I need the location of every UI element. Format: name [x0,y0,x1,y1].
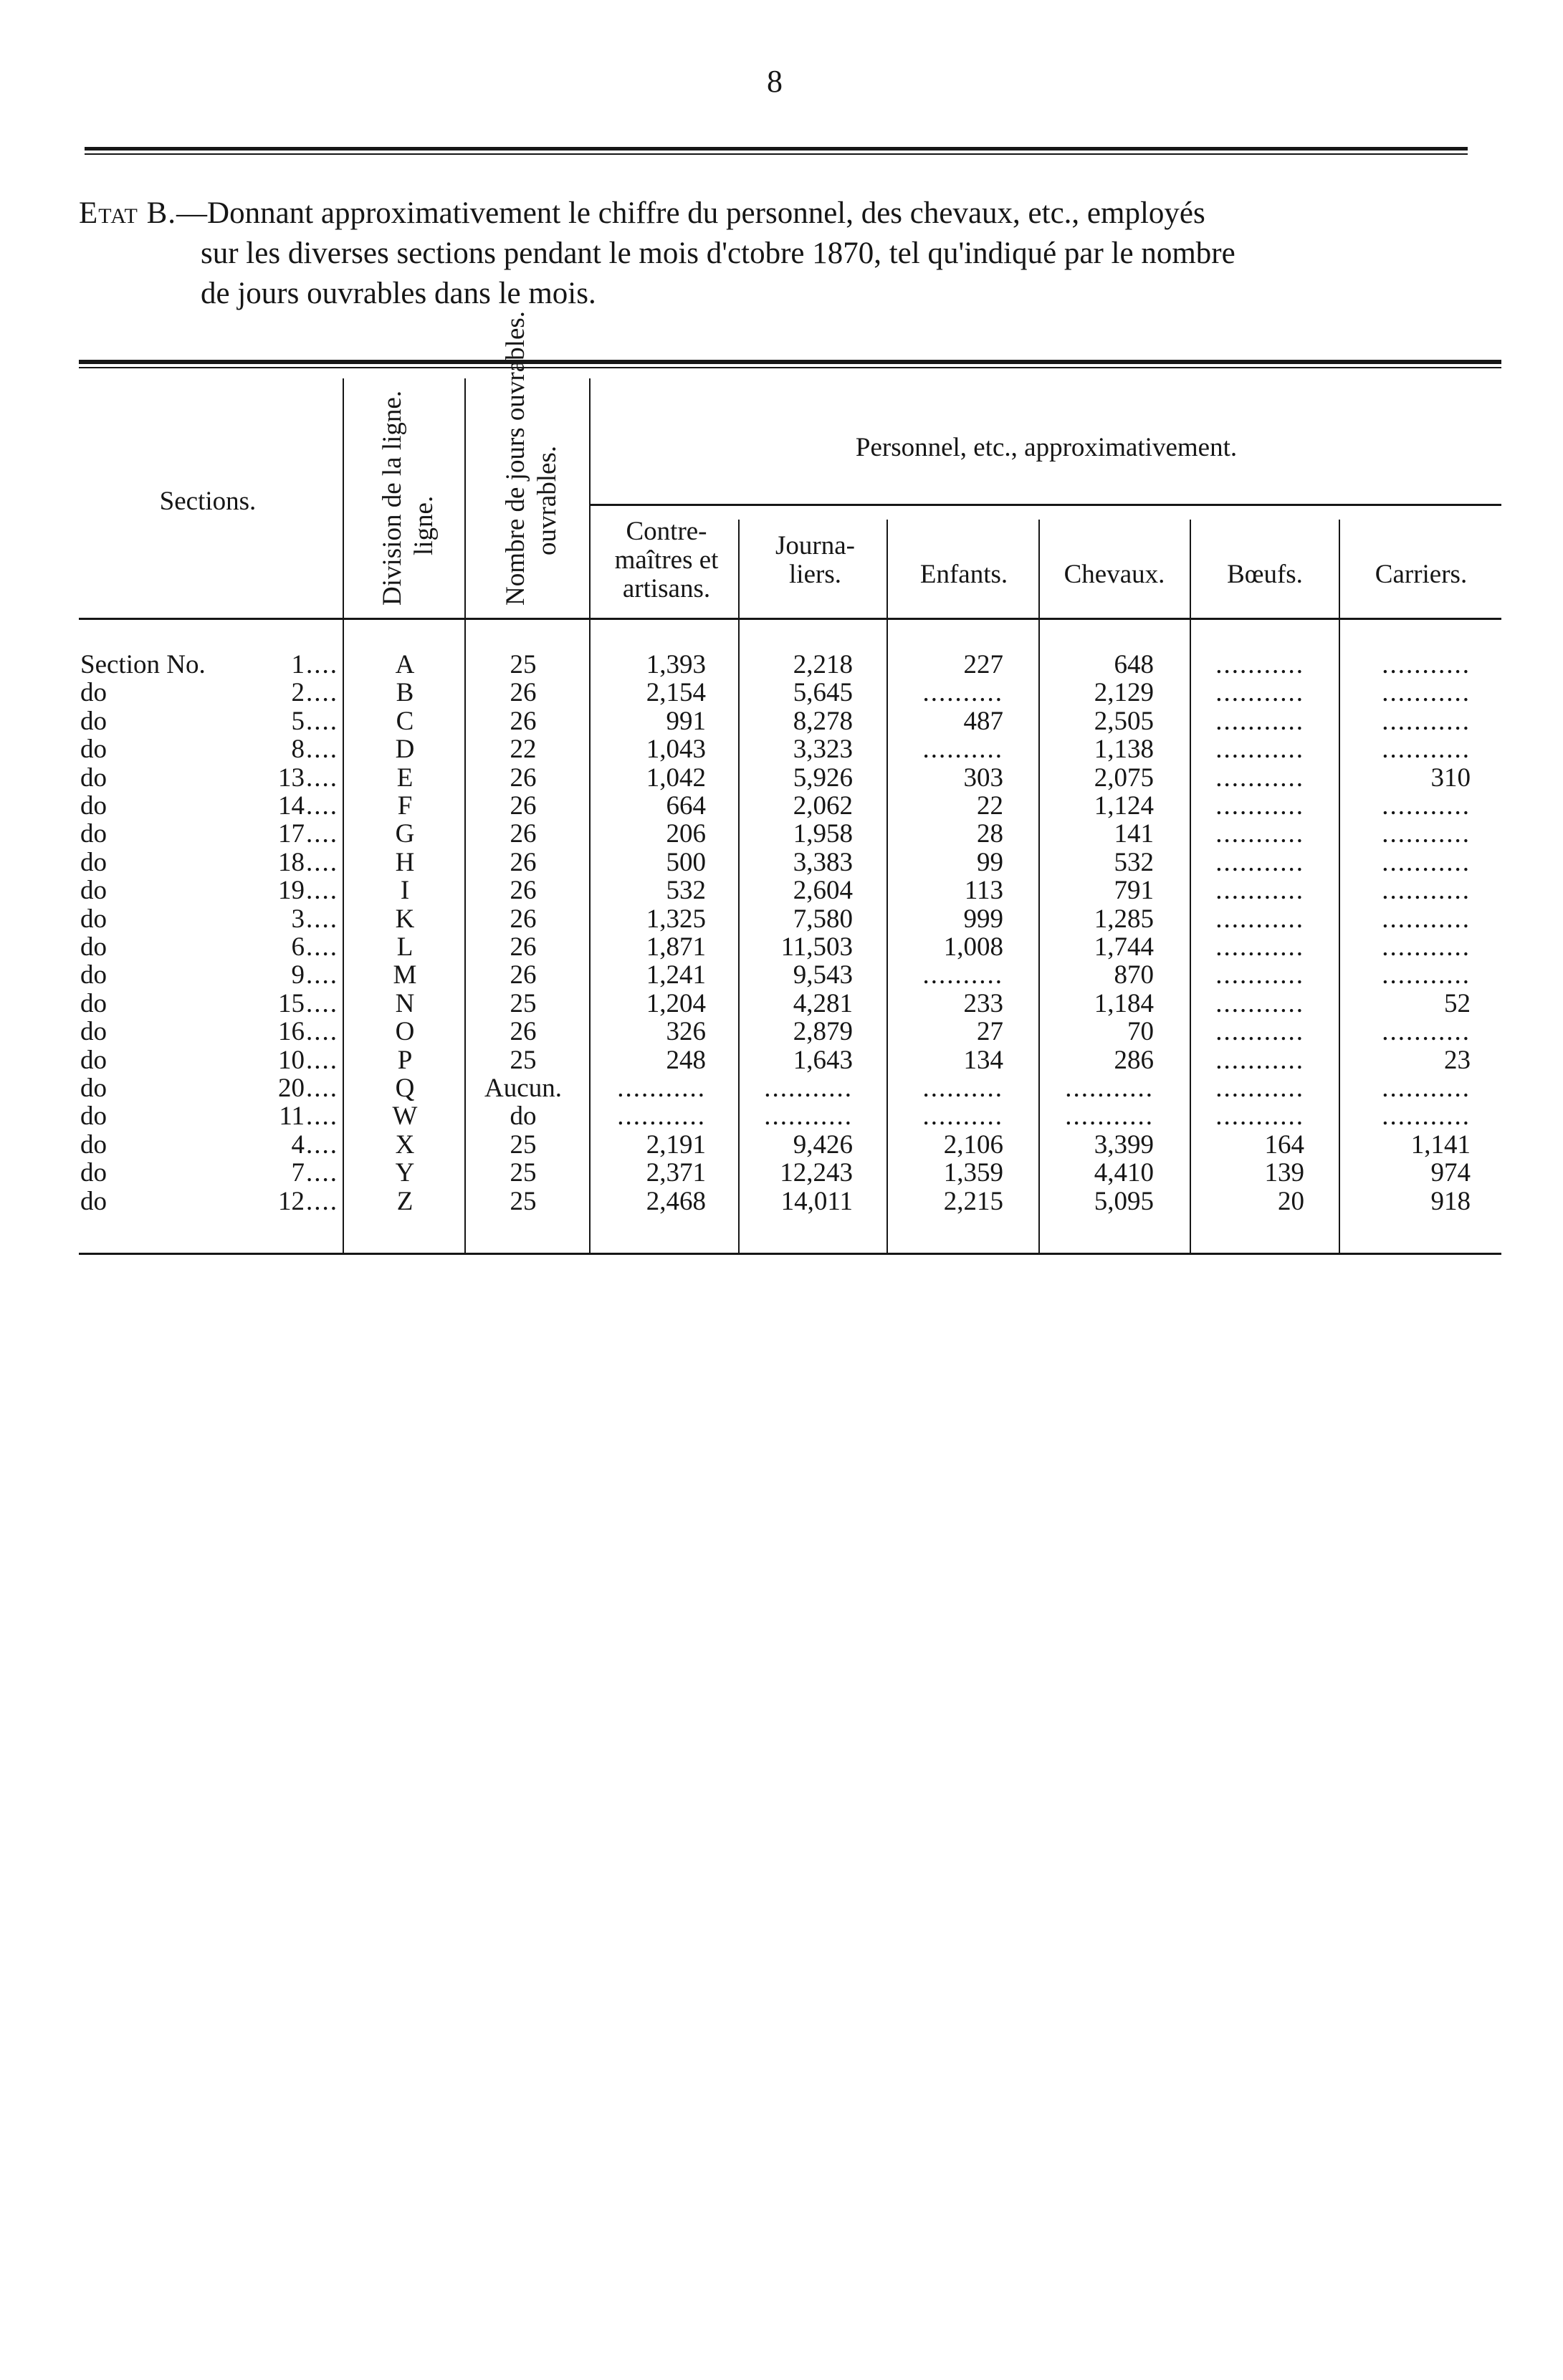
cell-enfants: 227 [963,650,1003,679]
cell-chevaux: 3,399 [1094,1129,1154,1160]
cell-carriers: 1,141 [1410,1129,1471,1160]
cell-jours: 26 [510,1017,537,1047]
table-row [0,1187,1563,1215]
cell-num: 5 [291,706,305,736]
cell-dots: .... [306,904,338,934]
cell-contre: 1,241 [646,960,706,990]
cell-label: do [80,904,107,934]
top-rule [85,147,1468,150]
cell-label: do [80,1129,107,1160]
cell-enfants: 134 [963,1045,1003,1075]
cell-journaliers: 5,926 [793,763,853,793]
cell-boeufs: ........... [1215,1074,1304,1103]
cell-chevaux: 5,095 [1094,1186,1154,1216]
cell-label: do [80,1074,107,1103]
table-row [0,735,1563,763]
cell-jours: 26 [510,932,537,962]
cell-division: X [395,1129,415,1160]
cell-dots: .... [306,1017,338,1047]
cell-journaliers: ........... [764,1074,853,1103]
cell-journaliers: 7,580 [793,904,853,934]
cell-chevaux: 4,410 [1094,1158,1154,1188]
cell-boeufs: ........... [1215,791,1304,821]
cell-journaliers: 2,218 [793,650,853,679]
cell-label: do [80,735,107,765]
cell-label: do [80,1101,107,1132]
header-personnel: Personnel, etc., approximativement. [855,433,1238,462]
cell-label: do [80,988,107,1018]
table-row [0,1159,1563,1187]
cell-num: 12 [278,1186,305,1216]
cell-journaliers: 9,426 [793,1129,853,1160]
cell-num: 9 [291,960,305,990]
cell-division: N [395,988,415,1018]
cell-num: 3 [291,904,305,934]
cell-carriers: ........... [1382,1074,1471,1103]
cell-carriers: ........... [1382,876,1471,906]
cell-dots: .... [306,819,338,849]
header-journaliers [745,532,885,589]
cell-enfants: 99 [977,847,1003,877]
table-caption [79,193,1505,314]
cell-division: L [396,932,414,962]
header-boeufs: Bœufs. [1227,560,1303,589]
cell-dots: .... [306,988,338,1018]
cell-division: H [395,847,415,877]
table-row [0,707,1563,735]
cell-enfants: 233 [963,988,1003,1018]
cell-jours: 25 [510,1186,537,1216]
cell-jours: 22 [510,735,537,765]
cell-journaliers: 9,543 [793,960,853,990]
cell-boeufs: ........... [1215,678,1304,708]
cell-label: do [80,1017,107,1047]
cell-contre: 1,043 [646,735,706,765]
cell-chevaux: 532 [1114,847,1154,877]
table-row [0,990,1563,1018]
cell-contre: 1,871 [646,932,706,962]
cell-jours: 26 [510,706,537,736]
cell-jours: 26 [510,678,537,708]
cell-carriers: 310 [1430,763,1471,793]
caption-line-2: sur les diverses sections pendant le mois d'ctobre 1870, tel qu'indiqué par le nombre [201,236,1235,270]
cell-dots: .... [306,735,338,765]
cell-journaliers: 1,958 [793,819,853,849]
cell-enfants: .......... [922,735,1003,765]
cell-chevaux: 286 [1114,1045,1154,1075]
caption-prefix: Etat B. [79,196,177,230]
cell-journaliers: 8,278 [793,706,853,736]
cell-enfants: 1,008 [943,932,1003,962]
cell-label: do [80,847,107,877]
cell-chevaux: ........... [1065,1074,1154,1103]
cell-enfants: .......... [922,960,1003,990]
table-row [0,905,1563,933]
cell-num: 6 [291,932,305,962]
table-row [0,876,1563,904]
cell-contre: 500 [666,847,706,877]
cell-dots: .... [306,1158,338,1188]
table-row [0,961,1563,989]
cell-jours: 26 [510,791,537,821]
cell-contre: 2,371 [646,1158,706,1188]
cell-boeufs: ........... [1215,847,1304,877]
cell-label: do [80,876,107,906]
cell-num: 18 [278,847,305,877]
cell-carriers: ........... [1382,1017,1471,1047]
cell-carriers: ........... [1382,847,1471,877]
cell-carriers: 23 [1444,1045,1471,1075]
cell-enfants: .......... [922,678,1003,708]
cell-contre: 532 [666,876,706,906]
cell-contre: 2,154 [646,678,706,708]
table-row [0,1018,1563,1046]
cell-boeufs: 164 [1264,1129,1304,1160]
cell-contre: 2,468 [646,1186,706,1216]
table-bottom-rule [79,1253,1501,1255]
cell-jours: 25 [510,1045,537,1075]
cell-jours: 26 [510,847,537,877]
cell-label: do [80,791,107,821]
cell-enfants: 22 [977,791,1003,821]
cell-dots: .... [306,876,338,906]
cell-boeufs: ........... [1215,904,1304,934]
cell-label: do [80,1186,107,1216]
cell-jours: 26 [510,876,537,906]
header-bottom-rule [79,618,1501,620]
cell-journaliers: 5,645 [793,678,853,708]
cell-contre: 991 [666,706,706,736]
cell-carriers: ........... [1382,960,1471,990]
cell-division: C [396,706,414,736]
cell-jours: 25 [510,650,537,679]
cell-jours: 25 [510,1158,537,1188]
cell-enfants: 28 [977,819,1003,849]
cell-division: I [400,876,410,906]
cell-journaliers: 11,503 [780,932,853,962]
cell-contre: 1,325 [646,904,706,934]
cell-contre: 326 [666,1017,706,1047]
cell-chevaux: 2,075 [1094,763,1154,793]
cell-dots: .... [306,1045,338,1075]
cell-label: Section No. [80,650,206,679]
cell-jours: 26 [510,763,537,793]
cell-dots: .... [306,1101,338,1132]
cell-chevaux: 2,129 [1094,678,1154,708]
caption-line-3: de jours ouvrables dans le mois. [201,277,596,310]
cell-contre: 248 [666,1045,706,1075]
cell-boeufs: ........... [1215,960,1304,990]
cell-division: A [395,650,415,679]
cell-boeufs: 139 [1264,1158,1304,1188]
cell-division: Z [396,1186,414,1216]
cell-label: do [80,1158,107,1188]
header-contre-line: maîtres et [614,545,719,575]
cell-jours: Aucun. [484,1074,562,1103]
cell-division: M [393,960,417,990]
cell-dots: .... [306,1186,338,1216]
cell-division: K [395,904,415,934]
cell-enfants: 2,215 [943,1186,1003,1216]
cell-carriers: ........... [1382,932,1471,962]
header-journa-line: Journa- [775,531,855,560]
cell-num: 19 [278,876,305,906]
cell-chevaux: 1,124 [1094,791,1154,821]
page-number: 8 [767,64,783,99]
cell-dots: .... [306,847,338,877]
cell-contre: ........... [617,1074,706,1103]
cell-dots: .... [306,1129,338,1160]
cell-num: 7 [291,1158,305,1188]
cell-carriers: ........... [1382,706,1471,736]
cell-division: F [397,791,413,821]
cell-chevaux: 1,285 [1094,904,1154,934]
top-rule-thin [85,153,1468,155]
cell-contre: 1,204 [646,988,706,1018]
cell-journaliers: 14,011 [780,1186,853,1216]
cell-journaliers: 3,323 [793,735,853,765]
caption-line-1: —Donnant approximativement le chiffre du personnel, des chevaux, etc., employés [176,196,1205,230]
header-jours: ouvrables. [532,445,562,555]
cell-enfants: 999 [963,904,1003,934]
cell-dots: .... [306,960,338,990]
cell-boeufs: 20 [1278,1186,1304,1216]
cell-num: 4 [291,1129,305,1160]
cell-boeufs: ........... [1215,706,1304,736]
cell-journaliers: 2,604 [793,876,853,906]
cell-boeufs: ........... [1215,819,1304,849]
cell-chevaux: ........... [1065,1101,1154,1132]
table-row [0,1131,1563,1159]
cell-chevaux: 2,505 [1094,706,1154,736]
cell-carriers: 974 [1430,1158,1471,1188]
header-division: ligne. [409,495,439,555]
cell-dots: .... [306,763,338,793]
cell-boeufs: ........... [1215,650,1304,679]
cell-jours: do [510,1101,537,1132]
table-row [0,933,1563,961]
cell-boeufs: ........... [1215,1101,1304,1132]
cell-division: D [395,735,415,765]
header-contremaitres [595,517,738,603]
table-row [0,764,1563,792]
table-row [0,1046,1563,1074]
cell-label: do [80,819,107,849]
cell-dots: .... [306,650,338,679]
cell-enfants: 2,106 [943,1129,1003,1160]
header-enfants: Enfants. [919,560,1008,589]
cell-journaliers: ........... [764,1101,853,1132]
cell-boeufs: ........... [1215,1017,1304,1047]
table-row [0,1102,1563,1130]
cell-num: 13 [278,763,305,793]
cell-num: 14 [278,791,305,821]
cell-boeufs: ........... [1215,988,1304,1018]
cell-carriers: ........... [1382,819,1471,849]
cell-num: 20 [278,1074,305,1103]
cell-label: do [80,678,107,708]
cell-num: 11 [279,1101,305,1132]
cell-carriers: ........... [1382,678,1471,708]
cell-enfants: 113 [964,876,1003,906]
cell-num: 1 [291,650,305,679]
cell-enfants: .......... [922,1074,1003,1103]
cell-carriers: 52 [1444,988,1471,1018]
cell-num: 8 [291,735,305,765]
cell-chevaux: 870 [1114,960,1154,990]
cell-enfants: 487 [963,706,1003,736]
cell-division: P [397,1045,413,1075]
cell-num: 16 [278,1017,305,1047]
cell-enfants: 27 [977,1017,1003,1047]
cell-enfants: .......... [922,1101,1003,1132]
table-top-rule [79,360,1501,364]
cell-num: 15 [278,988,305,1018]
cell-chevaux: 1,184 [1094,988,1154,1018]
cell-chevaux: 648 [1114,650,1154,679]
cell-journaliers: 2,879 [793,1017,853,1047]
header-jours: Nombre de jours ouvrables. [501,310,530,606]
cell-contre: 1,042 [646,763,706,793]
cell-boeufs: ........... [1215,932,1304,962]
cell-num: 2 [291,678,305,708]
cell-chevaux: 791 [1114,876,1154,906]
cell-carriers: 918 [1430,1186,1471,1216]
cell-boeufs: ........... [1215,876,1304,906]
cell-num: 17 [278,819,305,849]
cell-chevaux: 1,744 [1094,932,1154,962]
cell-journaliers: 4,281 [793,988,853,1018]
cell-boeufs: ........... [1215,763,1304,793]
cell-division: B [396,678,414,708]
cell-carriers: ........... [1382,650,1471,679]
cell-dots: .... [306,678,338,708]
cell-contre: 2,191 [646,1129,706,1160]
table-row [0,849,1563,876]
cell-chevaux: 141 [1114,819,1154,849]
personnel-subrule [589,504,1501,506]
table-row [0,820,1563,848]
header-division: Division de la ligne. [378,390,407,606]
cell-contre: 664 [666,791,706,821]
header-chevaux: Chevaux. [1063,560,1165,589]
cell-journaliers: 1,643 [793,1045,853,1075]
cell-division: E [396,763,414,793]
cell-jours: 25 [510,988,537,1018]
cell-label: do [80,706,107,736]
table-row [0,679,1563,707]
header-sections: Sections. [159,487,257,516]
cell-carriers: ........... [1382,1101,1471,1132]
cell-journaliers: 3,383 [793,847,853,877]
cell-enfants: 303 [963,763,1003,793]
cell-chevaux: 70 [1127,1017,1154,1047]
table-row [0,651,1563,679]
cell-division: Y [395,1158,415,1188]
cell-boeufs: ........... [1215,735,1304,765]
header-contre-line: artisans. [622,574,711,603]
cell-jours: 26 [510,819,537,849]
cell-label: do [80,932,107,962]
cell-contre: 1,393 [646,650,706,679]
cell-division: W [392,1101,418,1132]
cell-division: O [395,1017,415,1047]
cell-jours: 26 [510,960,537,990]
cell-jours: 26 [510,904,537,934]
cell-jours: 25 [510,1129,537,1160]
cell-num: 10 [278,1045,305,1075]
cell-chevaux: 1,138 [1094,735,1154,765]
header-contre-line: Contre- [626,517,707,546]
cell-enfants: 1,359 [943,1158,1003,1188]
table-row [0,792,1563,820]
table-row [0,1074,1563,1102]
cell-boeufs: ........... [1215,1045,1304,1075]
cell-dots: .... [306,1074,338,1103]
cell-division: G [395,819,415,849]
cell-journaliers: 12,243 [780,1158,853,1188]
cell-carriers: ........... [1382,791,1471,821]
cell-contre: ........... [617,1101,706,1132]
cell-dots: .... [306,706,338,736]
cell-carriers: ........... [1382,735,1471,765]
table-top-rule-thin [79,367,1501,368]
cell-contre: 206 [666,819,706,849]
header-journa-line: liers. [789,560,841,589]
cell-carriers: ........... [1382,904,1471,934]
cell-label: do [80,1045,107,1075]
cell-journaliers: 2,062 [793,791,853,821]
header-carriers: Carriers. [1375,560,1468,589]
cell-label: do [80,960,107,990]
cell-dots: .... [306,791,338,821]
cell-label: do [80,763,107,793]
cell-dots: .... [306,932,338,962]
cell-division: Q [395,1074,415,1103]
